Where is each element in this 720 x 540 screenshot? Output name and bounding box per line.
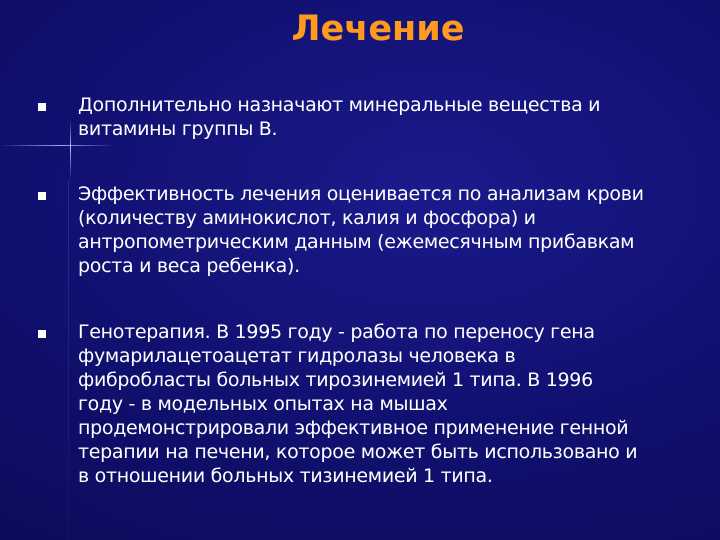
bullet-line: Генотерапия. В 1995 году - работа по переносу гена bbox=[78, 321, 595, 343]
bullet-line: продемонстрировали эффективное применение генной bbox=[78, 417, 629, 439]
decorative-vertical-line bbox=[70, 120, 71, 180]
bullet-text bbox=[78, 93, 718, 141]
square-bullet-icon bbox=[38, 192, 46, 200]
bullet-line: Дополнительно назначают минеральные вещества и bbox=[78, 94, 601, 116]
bullet-line: в отношении больных тизинемией 1 типа. bbox=[78, 465, 493, 487]
bullet-line: фумарилацетоацетат гидролазы человека в bbox=[78, 345, 516, 367]
bullet-line: (количеству аминокислот, калия и фосфора) и bbox=[78, 207, 536, 229]
decorative-vertical-guide bbox=[68, 180, 69, 540]
bullet-line: антропометрическим данным (ежемесячным прибавкам bbox=[78, 231, 635, 253]
bullet-line: году - в модельных опытах на мышах bbox=[78, 393, 448, 415]
bullet-line: фибробласты больных тирозинемией 1 типа. В 1996 bbox=[78, 369, 593, 391]
bullet-line: витамины группы В. bbox=[78, 118, 278, 140]
bullet-text bbox=[78, 182, 718, 278]
square-bullet-icon bbox=[38, 103, 46, 111]
decorative-horizontal-line bbox=[0, 145, 110, 146]
bullet-line: роста и веса ребенка). bbox=[78, 255, 300, 277]
bullet-line: Эффективность лечения оценивается по анализам крови bbox=[78, 183, 644, 205]
square-bullet-icon bbox=[38, 330, 46, 338]
bullet-text bbox=[78, 320, 718, 488]
bullet-line: терапии на печени, которое может быть использовано и bbox=[78, 441, 638, 463]
slide-title: Лечение bbox=[291, 9, 465, 49]
